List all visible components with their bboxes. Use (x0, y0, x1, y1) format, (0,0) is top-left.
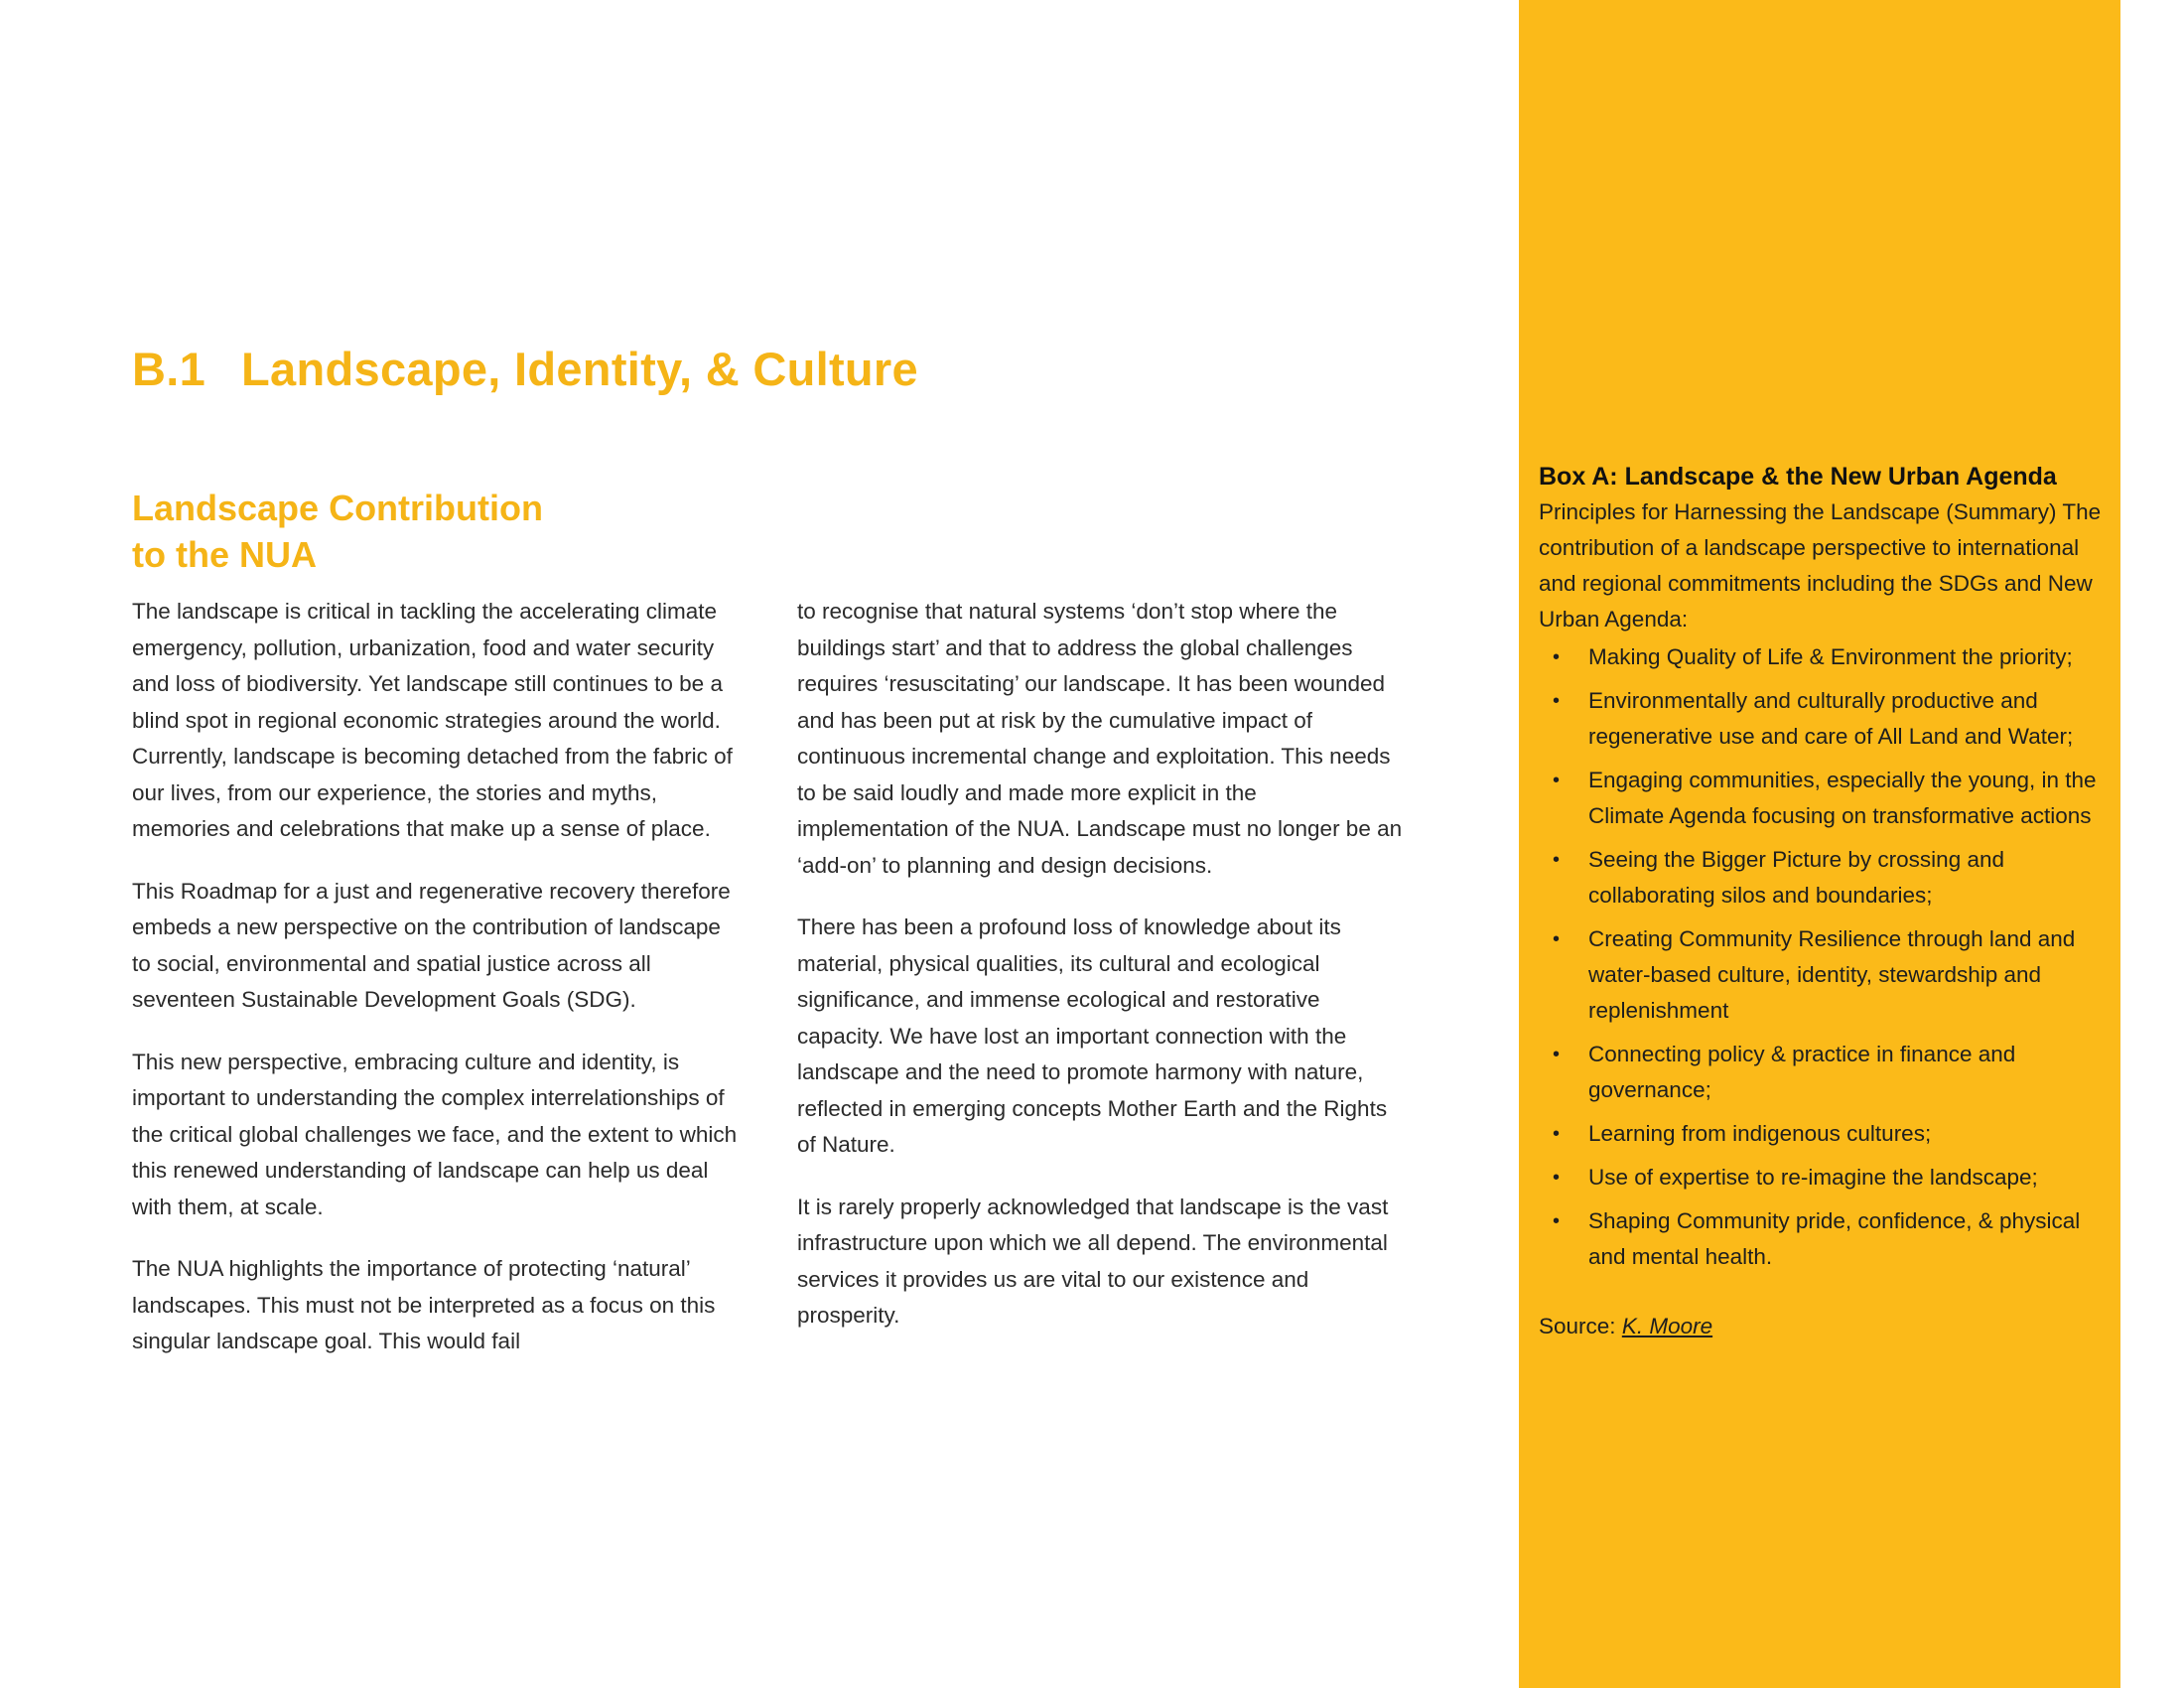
list-item (1539, 683, 2105, 755)
section-number: B.1 (132, 343, 206, 395)
bullet-icon: • (1553, 1167, 1561, 1189)
bullet-icon: • (1553, 928, 1561, 950)
list-item (1539, 921, 2105, 1029)
bullet-icon: • (1553, 646, 1561, 668)
list-item-text: Seeing the Bigger Picture by crossing and collaborating silos and boundaries; (1588, 847, 2004, 908)
box-intro: Principles for Harnessing the Landscape (Summary) The contribution of a landscape perspective to international and regional commitments including the SDGs and New Urban Agenda: (1539, 499, 2102, 632)
bullet-icon: • (1553, 1044, 1561, 1065)
list-item (1539, 763, 2105, 834)
section-subheading (132, 485, 748, 578)
source-line (1539, 1309, 2105, 1344)
box-title: Box A: Landscape & the New Urban Agenda (1539, 463, 2057, 491)
section-title: Landscape, Identity, & Culture (241, 343, 918, 395)
bullet-icon: • (1553, 1210, 1561, 1232)
list-item-text: Shaping Community pride, confidence, & physical and mental health. (1588, 1208, 2081, 1269)
bullet-icon: • (1553, 690, 1561, 712)
info-box (1539, 459, 2105, 1344)
page-title (132, 342, 918, 396)
list-item (1539, 1037, 2105, 1108)
paragraph: This new perspective, embracing culture and identity, is important to understanding the complex interrelationships of the critical global challenges we face, and the extent to which this renewed understanding of landscape can help us deal with them, at scale. (132, 1049, 738, 1219)
paragraph: to recognise that natural systems ‘don’t stop where the buildings start’ and that to address the global challenges requires ‘resuscitating’ our landscape. It has been wounded and has been put at risk by the cumulative impact of continuous incremental change and exploitation. This needs to be said loudly and made more explicit in the implementation of the NUA. Landscape must no longer be an ‘add-on’ to planning and design decisions. (797, 599, 1403, 878)
list-item (1539, 842, 2105, 914)
list-item (1539, 1160, 2105, 1196)
subheading-line-1: Landscape Contribution (132, 488, 543, 528)
paragraph: The NUA highlights the importance of protecting ‘natural’ landscapes. This must not be interpreted as a focus on this singular landscape goal. This would fail (132, 1256, 716, 1353)
bullet-icon: • (1553, 1123, 1561, 1145)
list-item-text: Use of expertise to re-imagine the landscape; (1588, 1165, 2038, 1190)
list-item-text: Creating Community Resilience through land and water-based culture, identity, stewardship and replenishment (1588, 926, 2076, 1023)
paragraph: The landscape is critical in tackling the accelerating climate emergency, pollution, urbanization, food and water security and loss of biodiversity. Yet landscape still continues to be a blind spot in regional economic strategies around the world. Currently, landscape is becoming detached from the fabric of our lives, from our experience, the stories and myths, memories and celebrations that make up a sense of place. (132, 599, 733, 841)
left-text-column (132, 594, 738, 1386)
principles-list (1539, 639, 2105, 1275)
list-item (1539, 1116, 2105, 1152)
list-item (1539, 1203, 2105, 1275)
source-link[interactable]: K. Moore (1621, 1314, 1713, 1338)
subheading-line-2: to the NUA (132, 534, 317, 575)
bullet-icon: • (1553, 770, 1561, 791)
bullet-icon: • (1553, 849, 1561, 871)
source-label: Source: (1539, 1314, 1616, 1338)
list-item-text: Connecting policy & practice in finance and governance; (1588, 1042, 2016, 1102)
list-item-text: Making Quality of Life & Environment the priority; (1588, 644, 2073, 669)
paragraph: There has been a profound loss of knowledge about its material, physical qualities, its cultural and ecological significance, and immense ecological and restorative capacity. We have lost an important connection with the landscape and the need to promote harmony with nature, reflected in emerging concepts Mother Earth and the Rights of Nature. (797, 914, 1388, 1157)
list-item (1539, 639, 2105, 675)
middle-text-column (797, 594, 1408, 1360)
list-item-text: Learning from indigenous cultures; (1588, 1121, 1932, 1146)
list-item-text: Engaging communities, especially the young, in the Climate Agenda focusing on transformative actions (1588, 768, 2097, 828)
list-item-text: Environmentally and culturally productive and regenerative use and care of All Land and Water; (1588, 688, 2074, 749)
paragraph: It is rarely properly acknowledged that landscape is the vast infrastructure upon which we all depend. The environmental services it provides us are vital to our existence and prosperity. (797, 1194, 1389, 1328)
paragraph: This Roadmap for a just and regenerative recovery therefore embeds a new perspective on the contribution of landscape to social, environmental and spatial justice across all seventeen Sustainable Development Goals (SDG). (132, 878, 731, 1012)
